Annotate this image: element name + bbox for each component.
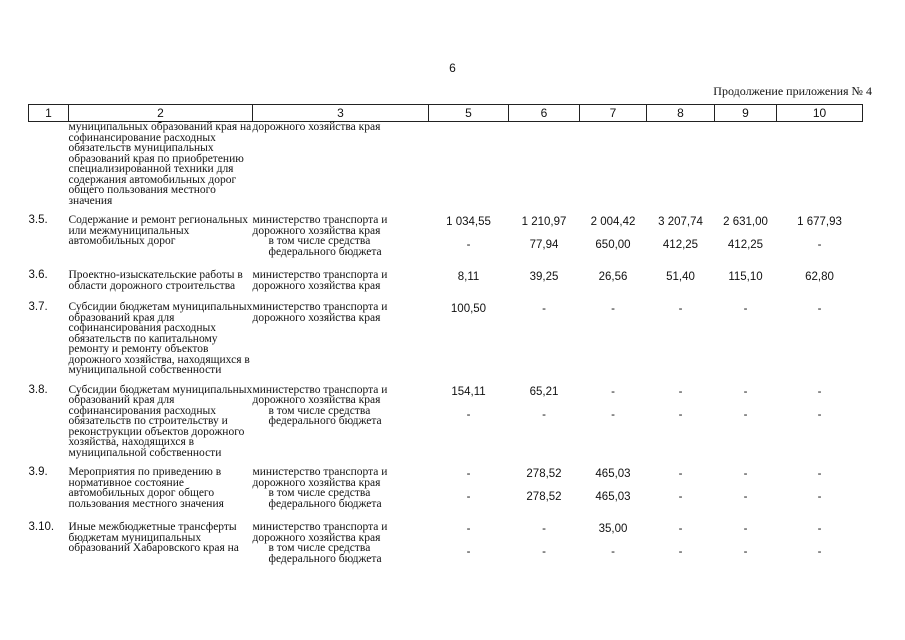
header-col-9: 9 [715, 105, 777, 122]
responsible-line: в том числе средства федерального бюджета [268, 542, 382, 565]
value-line [509, 122, 580, 145]
value-line: - [542, 546, 546, 558]
responsible-line: министерство транспорта и дорожного хозяйства края [252, 214, 388, 237]
header-col-10: 10 [777, 105, 863, 122]
value-cell [509, 385, 580, 459]
value-cell [580, 215, 647, 261]
page-number: 6 [449, 61, 456, 75]
row-number: 3.7. [28, 301, 48, 313]
responsible-line: министерство транспорта и дорожного хозяйства края [252, 383, 388, 406]
value-cell [715, 215, 777, 261]
value-cell [429, 385, 509, 459]
row-number: 3.10. [28, 521, 55, 533]
value-line: - [743, 468, 748, 480]
value-cell [777, 270, 863, 293]
value-line: - [611, 408, 615, 421]
value-line [777, 122, 863, 145]
value-line: - [678, 303, 683, 315]
row-name: Содержание и ремонт региональных или межмуниципальных автомобильных дорог [68, 214, 249, 247]
value-cell [715, 122, 777, 207]
header-col-2: 2 [69, 105, 253, 122]
value-cell [715, 522, 777, 568]
header-col-5: 5 [429, 105, 509, 122]
value-line: - [611, 303, 615, 315]
value-cell [647, 302, 715, 376]
responsible-line: министерство транспорта и дорожного хозяйства края [252, 301, 388, 324]
value-line: 39,25 [529, 271, 559, 283]
table-body [29, 122, 863, 578]
value-line: 62,80 [805, 271, 834, 283]
value-line: - [466, 468, 471, 480]
budget-table [28, 104, 863, 577]
value-line: 412,25 [662, 239, 699, 251]
responsible-line: министерство транспорта и дорожного хозяйства края [252, 269, 388, 292]
value-line: 412,25 [727, 239, 764, 251]
value-line [647, 122, 715, 145]
value-line: - [542, 408, 546, 421]
value-line: - [542, 303, 546, 315]
value-line: 26,56 [598, 271, 628, 283]
table-row [29, 215, 863, 261]
responsible-line: в том числе средства федерального бюджета [268, 487, 382, 510]
header-col-3: 3 [253, 105, 429, 122]
value-line: 35,00 [598, 523, 628, 535]
value-line: - [678, 408, 683, 421]
value-line: 2 631,00 [723, 216, 768, 228]
value-cell [777, 385, 863, 459]
value-line: 100,50 [450, 303, 487, 315]
row-number: 3.9. [28, 466, 48, 478]
value-line: - [678, 385, 683, 398]
value-line [429, 122, 509, 145]
row-number: 3.8. [28, 383, 48, 396]
value-line: - [466, 523, 471, 535]
value-cell [429, 522, 509, 568]
value-line: 278,52 [526, 468, 562, 480]
value-line: 51,40 [666, 271, 695, 283]
value-line: - [817, 491, 822, 503]
value-cell [647, 522, 715, 568]
responsible-line: министерство транспорта и дорожного хозяйства края [252, 521, 388, 544]
value-cell [429, 122, 509, 207]
value-line: 1 210,97 [521, 216, 567, 228]
responsible-line: дорожного хозяйства края [252, 121, 381, 133]
value-line: - [678, 523, 683, 535]
row-name: муниципальных образований края на софинансирование расходных обязательств муниципальных образований края по приобретению специализированной техники для содержания автомобильных дорог общего пользования местного значения [68, 121, 252, 207]
value-line: 650,00 [595, 239, 631, 251]
value-cell [509, 522, 580, 568]
value-line: - [743, 523, 748, 535]
value-line: - [466, 546, 471, 558]
value-cell [580, 522, 647, 568]
row-name: Мероприятия по приведению в нормативное состояние автомобильных дорог общего пользования местного значения [68, 466, 224, 510]
value-cell [715, 467, 777, 513]
value-line: - [743, 303, 748, 315]
responsible-cell [253, 270, 429, 293]
value-line: 465,03 [595, 468, 631, 480]
value-cell [647, 122, 715, 207]
value-line: - [743, 408, 748, 421]
table-row [29, 122, 863, 207]
responsible-cell [253, 385, 429, 459]
value-line: - [611, 546, 615, 558]
row-name: Проектно-изыскательские работы в области дорожного строительства [68, 269, 243, 292]
header-col-8: 8 [647, 105, 715, 122]
responsible-cell [253, 215, 429, 261]
value-line: - [743, 546, 748, 558]
value-cell [777, 522, 863, 568]
value-line: - [817, 523, 822, 535]
value-line: - [466, 239, 471, 251]
value-line: - [678, 468, 683, 480]
responsible-cell [253, 302, 429, 376]
responsible-line: министерство транспорта и дорожного хозяйства края [252, 466, 388, 489]
value-line: - [817, 239, 822, 251]
value-line: 2 004,42 [590, 216, 636, 228]
value-line: - [611, 385, 615, 398]
value-cell [777, 467, 863, 513]
value-cell [647, 385, 715, 459]
row-number: 3.5. [28, 214, 48, 226]
value-line: 8,11 [457, 271, 480, 283]
value-line: 65,21 [529, 385, 559, 398]
value-line: - [743, 491, 748, 503]
value-cell [647, 467, 715, 513]
header-col-1: 1 [29, 105, 69, 122]
value-cell [715, 270, 777, 293]
value-line [715, 122, 777, 145]
value-line: 278,52 [526, 491, 562, 503]
row-name: Субсидии бюджетам муниципальных образований края для софинансирования расходных обязательств по капитальному ремонту и ремонту объектов дорожного хозяйства, находящихся в муниципальной собственности [68, 301, 253, 376]
responsible-cell [253, 122, 429, 207]
value-cell [509, 467, 580, 513]
table-row [29, 270, 863, 293]
value-line: 465,03 [595, 491, 631, 503]
continuation-note: Продолжение приложения № 4 [713, 84, 872, 98]
value-line: - [817, 546, 822, 558]
value-cell [647, 215, 715, 261]
value-cell [777, 215, 863, 261]
value-cell [647, 270, 715, 293]
table-row [29, 522, 863, 568]
value-cell [580, 122, 647, 207]
value-line: 1 034,55 [446, 216, 491, 228]
value-cell [580, 302, 647, 376]
value-cell [509, 122, 580, 207]
value-line: 115,10 [728, 271, 763, 283]
value-cell [429, 215, 509, 261]
value-cell [509, 215, 580, 261]
value-line: - [466, 408, 471, 421]
value-line: - [817, 385, 822, 398]
row-number [29, 122, 69, 207]
value-cell [509, 302, 580, 376]
table-row [29, 467, 863, 513]
row-number: 3.6. [28, 269, 48, 281]
value-cell [777, 122, 863, 207]
value-cell [429, 270, 509, 293]
header-col-7: 7 [580, 105, 647, 122]
value-line: 77,94 [529, 239, 559, 251]
header-row [29, 105, 863, 122]
row-name: Иные межбюджетные трансферты бюджетам муниципальных образований Хабаровского края на [68, 521, 239, 554]
row-name: Субсидии бюджетам муниципальных образований края для софинансирования расходных обязательств по строительству и реконструкции объектов дорожного хозяйства, находящихся в муниципальной собственности [68, 383, 253, 459]
responsible-cell [253, 522, 429, 568]
value-line: 154,11 [451, 385, 486, 398]
table-row [29, 302, 863, 376]
value-line: - [678, 491, 683, 503]
value-line: - [678, 546, 683, 558]
value-line: - [817, 468, 822, 480]
value-line: 3 207,74 [658, 216, 703, 228]
table-row [29, 385, 863, 459]
value-line: 1 677,93 [797, 216, 842, 228]
value-line: - [743, 385, 748, 398]
value-cell [580, 385, 647, 459]
responsible-line: в том числе средства федерального бюджета [268, 404, 382, 427]
value-cell [509, 270, 580, 293]
value-line: - [466, 491, 471, 503]
value-cell [429, 467, 509, 513]
value-line [580, 122, 647, 145]
value-line: - [817, 408, 822, 421]
value-cell [580, 467, 647, 513]
value-cell [715, 385, 777, 459]
value-line: - [817, 303, 822, 315]
value-cell [429, 302, 509, 376]
header-col-6: 6 [509, 105, 580, 122]
value-line: - [542, 523, 546, 535]
responsible-line: в том числе средства федерального бюджета [268, 235, 382, 258]
value-cell [715, 302, 777, 376]
row-spacer [29, 568, 863, 577]
value-cell [777, 302, 863, 376]
value-cell [580, 270, 647, 293]
responsible-cell [253, 467, 429, 513]
row-spacer-cell [29, 568, 863, 577]
